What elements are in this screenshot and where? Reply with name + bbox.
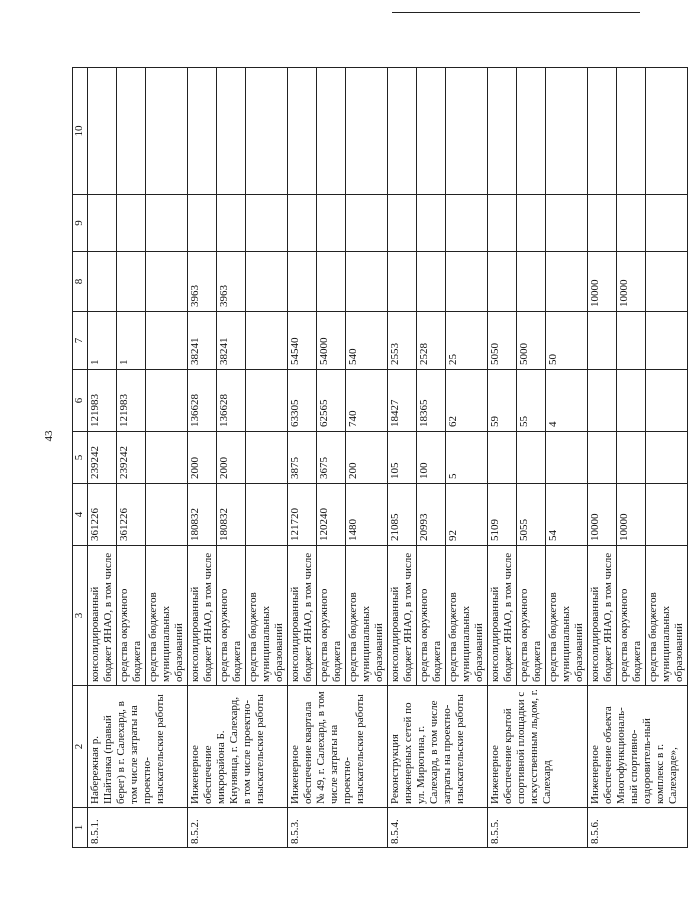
value-cell: 3675 — [317, 432, 346, 484]
value-cell — [546, 252, 588, 312]
value-cell — [646, 370, 688, 432]
funding-source: консолидированный бюджет ЯНАО, в том числе — [588, 546, 617, 686]
value-cell: 5050 — [488, 312, 517, 370]
value-cell — [88, 195, 117, 252]
value-cell: 10000 — [588, 484, 617, 546]
value-cell: 1480 — [346, 484, 388, 546]
funding-source: средства окружного бюджета — [417, 546, 446, 686]
value-cell — [646, 312, 688, 370]
value-cell — [588, 432, 617, 484]
column-header: 8 — [73, 252, 88, 312]
funding-source: средства окружного бюджета — [117, 546, 146, 686]
value-cell — [488, 432, 517, 484]
value-cell: 5055 — [517, 484, 546, 546]
value-cell — [188, 68, 217, 195]
value-cell: 5000 — [517, 312, 546, 370]
value-cell: 136628 — [188, 370, 217, 432]
funding-source: средства бюджетов муниципальных образований — [246, 546, 288, 686]
value-cell: 2553 — [388, 312, 417, 370]
value-cell — [517, 195, 546, 252]
column-header: 9 — [73, 195, 88, 252]
value-cell: 21085 — [388, 484, 417, 546]
value-cell: 120240 — [317, 484, 346, 546]
funding-source: средства бюджетов муниципальных образований — [546, 546, 588, 686]
value-cell — [517, 252, 546, 312]
funding-source: консолидированный бюджет ЯНАО, в том числе — [188, 546, 217, 686]
value-cell — [588, 370, 617, 432]
rotated-table-wrapper — [72, 68, 685, 848]
item-number: 8.5.4. — [388, 808, 488, 848]
value-cell — [346, 252, 388, 312]
value-cell — [288, 252, 317, 312]
value-cell — [246, 484, 288, 546]
item-number: 8.5.5. — [488, 808, 588, 848]
value-cell — [546, 195, 588, 252]
value-cell: 59 — [488, 370, 517, 432]
value-cell: 10000 — [617, 252, 646, 312]
value-cell — [417, 68, 446, 195]
value-cell — [588, 195, 617, 252]
value-cell — [246, 312, 288, 370]
funding-source: консолидированный бюджет ЯНАО, в том числе — [288, 546, 317, 686]
value-cell: 3875 — [288, 432, 317, 484]
top-rule — [392, 12, 640, 13]
value-cell — [117, 68, 146, 195]
value-cell — [146, 68, 188, 195]
column-header: 6 — [73, 370, 88, 432]
value-cell: 136628 — [217, 370, 246, 432]
value-cell: 121720 — [288, 484, 317, 546]
value-cell: 239242 — [117, 432, 146, 484]
table-row — [388, 68, 417, 848]
value-cell — [488, 68, 517, 195]
table-row — [588, 68, 617, 848]
budget-table — [72, 67, 688, 848]
value-cell — [217, 195, 246, 252]
value-cell — [588, 68, 617, 195]
item-name: Инженерное обеспечение крытой спортивной площадки с искусственным льдом, г. Салехард — [488, 686, 588, 808]
funding-source: консолидированный бюджет ЯНАО, в том числе — [488, 546, 517, 686]
column-header: 2 — [73, 686, 88, 808]
value-cell — [246, 195, 288, 252]
value-cell — [317, 68, 346, 195]
value-cell — [517, 68, 546, 195]
value-cell: 2000 — [188, 432, 217, 484]
value-cell: 3963 — [188, 252, 217, 312]
value-cell: 10000 — [588, 252, 617, 312]
value-cell — [246, 432, 288, 484]
value-cell: 5 — [446, 432, 488, 484]
value-cell — [346, 68, 388, 195]
item-name: Реконструкция инженерных сетей по ул. Мирюгина, г. Салехард, в том числе затраты на проектно-изыскательские работы — [388, 686, 488, 808]
funding-source: консолидированный бюджет ЯНАО, в том числе — [88, 546, 117, 686]
value-cell: 121983 — [117, 370, 146, 432]
value-cell — [446, 68, 488, 195]
value-cell — [117, 252, 146, 312]
value-cell: 63305 — [288, 370, 317, 432]
column-header: 5 — [73, 432, 88, 484]
value-cell — [646, 484, 688, 546]
value-cell: 180832 — [188, 484, 217, 546]
table-row — [88, 68, 117, 848]
column-header: 4 — [73, 484, 88, 546]
funding-source: средства окружного бюджета — [317, 546, 346, 686]
value-cell — [617, 312, 646, 370]
item-name: Набережная р. Шайтанка (правый берег) в г. Салехард, в том числе затраты на проектно-изыскательские работы — [88, 686, 188, 808]
value-cell: 62 — [446, 370, 488, 432]
item-name: Инженерное обеспечение микрорайона Б. Кнунянца, г. Салехард, в том числе проектно-изыскательские работы — [188, 686, 288, 808]
table-row — [488, 68, 517, 848]
value-cell: 4 — [546, 370, 588, 432]
value-cell: 92 — [446, 484, 488, 546]
value-cell: 2000 — [217, 432, 246, 484]
column-header: 10 — [73, 68, 88, 195]
value-cell: 2528 — [417, 312, 446, 370]
funding-source: средства бюджетов муниципальных образований — [646, 546, 688, 686]
value-cell: 20993 — [417, 484, 446, 546]
value-cell — [646, 68, 688, 195]
value-cell — [588, 312, 617, 370]
value-cell — [217, 68, 246, 195]
value-cell: 3963 — [217, 252, 246, 312]
value-cell: 105 — [388, 432, 417, 484]
value-cell — [246, 68, 288, 195]
column-header: 3 — [73, 546, 88, 686]
value-cell: 540 — [346, 312, 388, 370]
column-header: 1 — [73, 808, 88, 848]
item-number: 8.5.1. — [88, 808, 188, 848]
value-cell — [246, 370, 288, 432]
value-cell: 55 — [517, 370, 546, 432]
value-cell — [146, 312, 188, 370]
value-cell: 1 — [117, 312, 146, 370]
value-cell — [617, 370, 646, 432]
value-cell — [617, 195, 646, 252]
value-cell — [88, 68, 117, 195]
value-cell — [417, 252, 446, 312]
value-cell: 18365 — [417, 370, 446, 432]
value-cell — [188, 195, 217, 252]
funding-source: средства окружного бюджета — [617, 546, 646, 686]
value-cell: 239242 — [88, 432, 117, 484]
value-cell — [446, 195, 488, 252]
funding-source: консолидированный бюджет ЯНАО, в том числе — [388, 546, 417, 686]
value-cell — [317, 252, 346, 312]
value-cell — [617, 432, 646, 484]
table-row — [288, 68, 317, 848]
funding-source: средства бюджетов муниципальных образований — [146, 546, 188, 686]
value-cell — [146, 370, 188, 432]
funding-source: средства бюджетов муниципальных образований — [446, 546, 488, 686]
value-cell — [646, 195, 688, 252]
value-cell — [517, 432, 546, 484]
item-name: Инженерное обеспечение квартала № 49, г. Салехард, в том числе затраты на проектно-изыскательские работы — [288, 686, 388, 808]
value-cell: 25 — [446, 312, 488, 370]
column-header: 7 — [73, 312, 88, 370]
value-cell — [546, 68, 588, 195]
value-cell — [288, 195, 317, 252]
value-cell — [388, 68, 417, 195]
value-cell: 54540 — [288, 312, 317, 370]
value-cell — [346, 195, 388, 252]
value-cell: 200 — [346, 432, 388, 484]
value-cell — [417, 195, 446, 252]
value-cell — [117, 195, 146, 252]
value-cell — [488, 195, 517, 252]
value-cell — [146, 432, 188, 484]
funding-source: средства окружного бюджета — [217, 546, 246, 686]
value-cell: 1 — [88, 312, 117, 370]
value-cell — [546, 432, 588, 484]
item-number: 8.5.2. — [188, 808, 288, 848]
value-cell — [388, 195, 417, 252]
value-cell — [146, 484, 188, 546]
item-number: 8.5.3. — [288, 808, 388, 848]
value-cell: 54 — [546, 484, 588, 546]
value-cell — [246, 252, 288, 312]
value-cell — [288, 68, 317, 195]
value-cell — [146, 252, 188, 312]
funding-source: средства окружного бюджета — [517, 546, 546, 686]
value-cell: 10000 — [617, 484, 646, 546]
value-cell: 50 — [546, 312, 588, 370]
value-cell: 62565 — [317, 370, 346, 432]
value-cell — [488, 252, 517, 312]
value-cell: 180832 — [217, 484, 246, 546]
value-cell: 100 — [417, 432, 446, 484]
item-name: Инженерное обеспечение объекта Многофункциональ-ный спортивно-оздоровитель-ный комплекс в г. Салехарде», — [588, 686, 688, 808]
value-cell: 38241 — [217, 312, 246, 370]
value-cell — [388, 252, 417, 312]
page-number: 43 — [43, 430, 55, 442]
table-row — [188, 68, 217, 848]
value-cell: 121983 — [88, 370, 117, 432]
item-number: 8.5.6. — [588, 808, 688, 848]
value-cell — [88, 252, 117, 312]
value-cell — [317, 195, 346, 252]
funding-source: средства бюджетов муниципальных образований — [346, 546, 388, 686]
value-cell: 54000 — [317, 312, 346, 370]
value-cell: 361226 — [117, 484, 146, 546]
value-cell: 5109 — [488, 484, 517, 546]
value-cell — [646, 252, 688, 312]
value-cell — [446, 252, 488, 312]
value-cell — [146, 195, 188, 252]
value-cell — [617, 68, 646, 195]
header-row — [73, 68, 88, 848]
value-cell — [646, 432, 688, 484]
value-cell: 740 — [346, 370, 388, 432]
value-cell: 38241 — [188, 312, 217, 370]
value-cell: 18427 — [388, 370, 417, 432]
value-cell: 361226 — [88, 484, 117, 546]
